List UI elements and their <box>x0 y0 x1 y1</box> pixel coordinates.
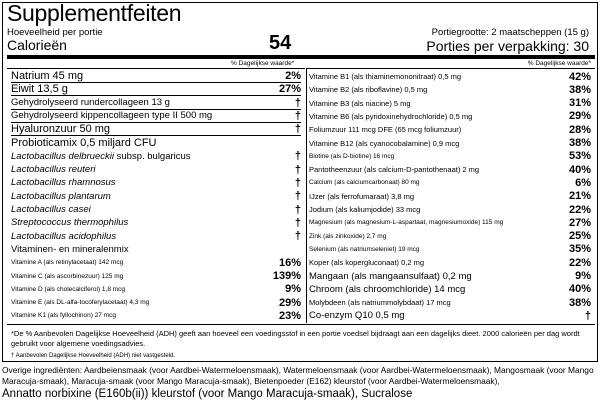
nutrient-row <box>309 123 591 136</box>
nutrient-row <box>11 230 301 243</box>
daily-value-percent: 9% <box>575 270 591 282</box>
nutrient-row <box>309 203 591 216</box>
nutrient-name <box>11 83 68 95</box>
nutrient-name-text: Mangaan (als mangaansulfaat) 0,2 mg <box>309 270 472 282</box>
nutrient-name <box>11 164 96 175</box>
nutrient-name-text: Vitaminen- en mineralenmix <box>11 243 129 255</box>
nutrient-name-text: Vitamine B6 (als pyridoxinehydrochloride) 0,5 mg <box>309 111 473 121</box>
nutrient-row <box>11 110 301 123</box>
nutrient-row <box>309 150 591 163</box>
nutrient-row <box>11 70 301 83</box>
nutrient-name <box>11 273 123 280</box>
nutrient-name-text: Vitamine C (als ascorbinezuur) 125 mg <box>11 272 124 280</box>
nutrient-name-text: Vitamine E (als DL-alfa-tocoferylacetaat) 4,3 mg <box>11 299 150 307</box>
nutrient-name <box>11 286 125 293</box>
nutrient-name-text: Lactobacillus rhamnosus <box>11 177 116 189</box>
daily-value-percent: 27% <box>278 83 301 96</box>
nutrient-name-text: Lactobacillus plantarum <box>11 190 111 202</box>
nutrient-row <box>11 150 301 163</box>
daily-value-percent: 53% <box>568 150 591 163</box>
nutrient-name-text: Vitamine B12 (als cyanocobalamine) 0,9 mcg <box>309 138 460 148</box>
nutrient-name-text: Molybdeen (als natriummolybdaat) 17 mcg <box>309 298 451 308</box>
nutrient-name <box>11 177 116 188</box>
daily-value-percent: † <box>584 309 591 322</box>
footnote-rule <box>7 324 595 325</box>
nutrient-name <box>309 165 479 174</box>
nutrient-name-text: Gehydrolyseerd kippencollageen type II 500 mg <box>11 110 213 122</box>
nutrient-row <box>309 296 591 309</box>
daily-value-percent: 23% <box>278 309 301 322</box>
panel-title: Supplementfeiten <box>7 0 182 26</box>
nutrient-row <box>11 83 301 96</box>
nutrient-row <box>11 309 301 322</box>
nutrient-name-text: Magnesium (als magnesium-L-aspartaat, magnesiumoxide) 115 mg <box>309 219 504 227</box>
daily-value-percent: 40% <box>568 283 591 296</box>
nutrient-name-text: Vitamine B2 (als riboflavine) 0,5 mg <box>309 85 428 95</box>
nutrient-name <box>309 85 427 94</box>
nutrient-row <box>309 83 591 96</box>
nutrient-name-text: Lactobacillus acidophilus <box>11 230 117 242</box>
nutrient-name <box>309 310 405 321</box>
other-ingredients-end: Annatto norbixine (E160b(ii)) kleurstof (voor Mango Maracuja-smaak), Sucralose <box>2 388 413 400</box>
daily-value-percent: 16% <box>278 256 301 269</box>
nutrient-name <box>11 299 149 306</box>
nutrient-name-text: Biotine (als D-biotine) 16 mcg <box>309 152 395 160</box>
daily-value-percent: 31% <box>568 97 591 110</box>
dv-header-right: % Dagelijkse waarde* <box>527 60 591 67</box>
nutrient-name <box>11 110 212 121</box>
nutrient-name <box>11 151 191 162</box>
nutrient-name-text: Vitamine B3 (als niacine) 5 mg <box>309 98 411 108</box>
nutrient-name-text: Lactobacillus reuteri <box>11 164 96 176</box>
nutrient-row <box>11 216 301 229</box>
footnote-dv: *De % Aanbevolen Dagelijkse Hoeveelheid (ADH) geeft aan hoeveel een voedingsstof in een portie voedsel bijdraagt aan een dagelijks dieet. 2000 calorieën per dag wordt gebruikt voor algemene voedingsadvies. <box>11 329 580 348</box>
nutrient-name-text: Calcium (als calciumcarbonaat) 80 mg <box>309 179 420 187</box>
nutrient-name-text: Gehydrolyseerd rundercollageen 13 g <box>11 97 170 109</box>
nutrient-row <box>11 296 301 309</box>
nutrient-name <box>11 204 91 215</box>
nutrient-name <box>309 153 394 160</box>
nutrient-name-text: Probioticamix 0,5 miljard CFU <box>11 137 157 149</box>
daily-value-percent: 2% <box>285 70 301 82</box>
nutrient-row <box>309 256 591 269</box>
nutrient-row <box>309 283 591 296</box>
nutrient-name <box>11 312 116 319</box>
daily-value-percent: 38% <box>568 296 591 309</box>
daily-value-percent: 40% <box>568 163 591 176</box>
nutrient-row <box>11 203 301 216</box>
daily-value-percent: † <box>294 123 301 136</box>
nutrient-row <box>11 97 301 110</box>
nutrient-row <box>309 309 591 322</box>
nutrient-row <box>309 97 591 110</box>
daily-value-percent: † <box>294 109 301 122</box>
daily-value-percent: † <box>294 163 301 176</box>
daily-value-percent: 29% <box>568 110 591 123</box>
nutrient-name <box>309 298 451 307</box>
calories-label: Calorieën <box>7 37 67 53</box>
nutrient-row <box>309 190 591 203</box>
nutrient-row <box>11 163 301 176</box>
daily-value-percent: † <box>294 150 301 163</box>
nutrient-name <box>309 99 411 108</box>
nutrient-name <box>309 246 420 253</box>
nutrient-name-text: Jodium (als kaliumjodide) 33 mcg <box>309 205 421 214</box>
right-header-rule <box>307 68 595 69</box>
nutrient-name <box>309 258 424 267</box>
nutrient-name <box>309 233 386 240</box>
daily-value-percent: 35% <box>568 243 591 256</box>
daily-value-percent: 9% <box>285 283 301 296</box>
nutrient-name <box>309 112 472 121</box>
nutrient-row <box>11 243 301 256</box>
nutrient-row <box>309 70 591 83</box>
nutrient-row <box>309 243 591 256</box>
nutrient-name <box>309 139 459 148</box>
daily-value-percent: 6% <box>575 176 591 189</box>
supplement-facts-panel <box>2 2 598 362</box>
daily-value-percent: 25% <box>568 230 591 243</box>
nutrient-row <box>11 123 301 136</box>
nutrient-row <box>11 283 301 296</box>
nutrient-name <box>309 205 420 214</box>
daily-value-percent: † <box>294 176 301 189</box>
left-header-rule <box>7 68 305 69</box>
column-divider <box>306 68 307 323</box>
nutrient-name-text: Lactobacillus casei <box>11 204 91 215</box>
nutrient-name <box>309 192 414 201</box>
daily-value-percent: 38% <box>568 83 591 96</box>
daily-value-percent: † <box>294 96 301 109</box>
footnote-dagger: † Aanbevolen Dagelijkse Hoeveelheid (ADH) niet vastgesteld. <box>11 353 176 359</box>
nutrient-name-text: Lactobacillus delbrueckii <box>11 150 114 162</box>
daily-value-percent: 22% <box>568 256 591 269</box>
nutrient-name <box>11 244 129 255</box>
nutrient-row <box>309 110 591 123</box>
nutrient-name-text: Zink (als zinkoxide) 2,7 mg <box>309 232 387 240</box>
nutrient-name-text: Vitamine K1 (als fyllochinon) 27 mcg <box>11 312 117 320</box>
nutrient-name <box>309 219 503 226</box>
daily-value-percent: † <box>294 216 301 229</box>
daily-value-percent: 38% <box>568 137 591 149</box>
nutrient-name-text: Foliumzuur 111 mcg DFE (65 mcg foliumzuur) <box>309 125 462 135</box>
nutrient-name-text: Eiwit 13,5 g <box>11 83 68 96</box>
nutrient-name-text: Chroom (als chroomchloride) 14 mcg <box>309 283 466 295</box>
nutrient-name <box>11 137 156 149</box>
nutrient-name-text: Co-enzym Q10 0,5 mg <box>309 310 405 322</box>
daily-value-percent: 139% <box>272 270 301 282</box>
servings-per-container: Porties per verpakking: 30 <box>426 38 589 54</box>
nutrient-name-text: Natrium 45 mg <box>11 70 84 82</box>
nutrient-name-text: Vitamine D (als cholecalciferol) 1,8 mcg <box>11 285 126 293</box>
daily-value-percent: † <box>294 190 301 203</box>
nutrient-name-text: Streptococcus thermophilus <box>11 217 129 229</box>
dv-header-left: % Dagelijkse waarde* <box>231 60 295 67</box>
nutrient-name <box>11 70 83 82</box>
nutrient-name-text: Selenium (als natriumseleniet) 19 mcg <box>309 245 420 253</box>
nutrient-row <box>11 137 301 150</box>
header-divider <box>7 55 595 59</box>
nutrient-name <box>11 217 128 228</box>
nutrient-name <box>11 123 110 135</box>
other-ingredients-text: Overige ingrediënten: Aardbeiensmaak (voor Aardbei-Watermeloensmaak), Watermeloensmaak (voor Aardbei-Watermeloensmaak), Mangosmaak (voor Mango Maracuja-smaak), Maracuja-smaak (voor Mango Maracuja-smaak), Bietenpoeder (E162) kleurstof (voor Aardbei-Watermeloensmaak), <box>2 365 594 386</box>
daily-value-percent: 21% <box>568 190 591 203</box>
nutrient-name <box>309 72 461 81</box>
nutrient-name <box>11 191 111 202</box>
nutrient-row <box>309 230 591 243</box>
per-portion-label: Hoeveelheid per portie <box>7 27 103 38</box>
daily-value-percent: 28% <box>568 123 591 136</box>
other-ingredients <box>2 365 598 401</box>
nutrient-row <box>11 256 301 269</box>
nutrient-name-text: Koper (als kopergluconaat) 0,2 mg <box>309 258 425 268</box>
nutrient-name <box>309 179 420 186</box>
nutrient-row <box>309 163 591 176</box>
nutrient-row <box>309 270 591 283</box>
nutrient-name-text: Pantotheenzuur (als calcium-D-pantothenaat) 2 mg <box>309 165 480 175</box>
nutrient-name <box>309 125 461 134</box>
daily-value-percent: † <box>294 230 301 243</box>
calories-value: 54 <box>269 32 292 54</box>
daily-value-percent: 29% <box>278 296 301 309</box>
nutrient-name <box>11 97 170 108</box>
nutrient-name-text: Hyaluronzuur 50 mg <box>11 123 111 136</box>
nutrient-row <box>309 176 591 189</box>
nutrient-row <box>11 176 301 189</box>
nutrient-name-text: Vitamine B1 (als thiaminemononitraat) 0,5 mg <box>309 72 462 81</box>
nutrient-row <box>309 216 591 229</box>
nutrient-name <box>11 231 116 242</box>
nutrient-row <box>11 270 301 283</box>
nutrient-name <box>11 259 123 266</box>
daily-value-percent: 27% <box>568 216 591 229</box>
daily-value-percent: 42% <box>568 70 591 83</box>
daily-value-percent: † <box>294 203 301 216</box>
nutrient-name-suffix: subsp. bulgaricus <box>113 150 191 162</box>
serving-size: Portiegrootte: 2 maatscheppen (15 g) <box>431 27 589 38</box>
nutrient-row <box>309 137 591 150</box>
nutrient-name-text: Vitamine A (als retinylacetaat) 142 mcg <box>11 259 124 267</box>
nutrient-name <box>309 271 472 282</box>
daily-value-percent: 22% <box>568 203 591 216</box>
nutrient-name-text: IJzer (als ferrofumaraat) 3,8 mg <box>309 191 415 201</box>
nutrient-name <box>309 284 465 295</box>
nutrient-row <box>11 190 301 203</box>
